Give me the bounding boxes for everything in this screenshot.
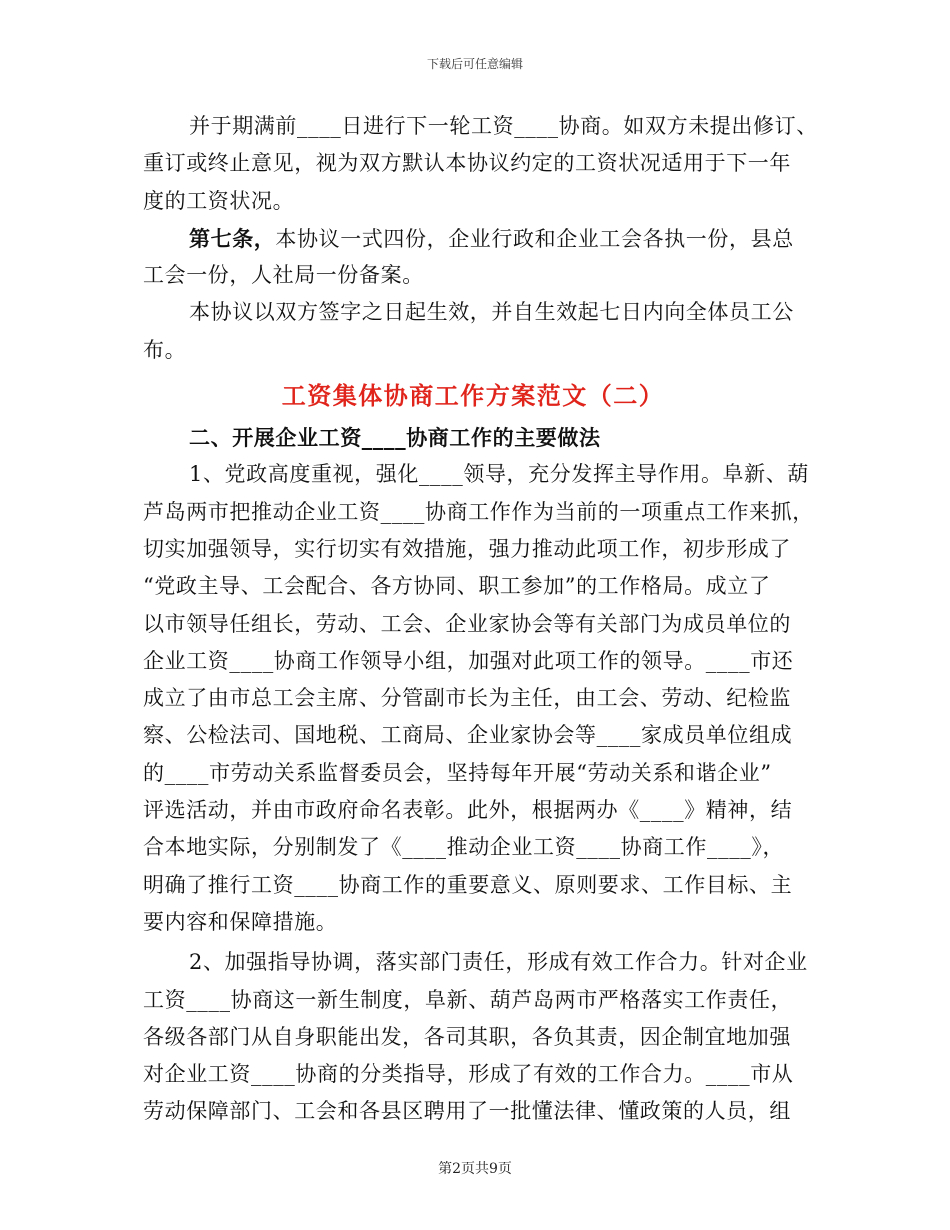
item1-line: 合本地实际，分别制发了《____推动企业工资____协商工作____》， — [143, 835, 785, 860]
item1-line: 评选活动，并由市政府命名表彰。此外，根据两办《____》精神，结 — [143, 798, 793, 823]
item1-line: “党政主导、工会配合、各方协同、职工参加”的工作格局。成立了 — [143, 574, 771, 599]
paragraph-line: 度的工资状况。 — [143, 188, 295, 213]
item2-line: 各级各部门从自身职能出发，各司其职，各负其责，因企制宜地加强 — [143, 1024, 791, 1049]
page-header: 下载后可任意编辑 — [426, 57, 523, 71]
item1-line: 成立了由市总工会主席、分管副市长为主任，由工会、劳动、纪检监 — [143, 686, 791, 711]
document-body — [143, 108, 818, 1131]
item1-line: 以市领导任组长，劳动、工会、企业家协会等有关部门为成员单位的 — [143, 611, 791, 636]
item2-line: 2、加强指导协调，落实部门责任，形成有效工作合力。针对企业 — [189, 950, 808, 975]
item1-line: 要内容和保障措施。 — [143, 909, 338, 934]
item2-line: 工资____协商这一新生制度，阜新、葫芦岛两市严格落实工作责任， — [143, 987, 793, 1012]
section-heading: 二、开展企业工资____协商工作的主要做法 — [189, 425, 601, 451]
paragraph-line: 工会一份，人社局一份备案。 — [143, 263, 424, 288]
paragraph-line: 本协议以双方签字之日起生效，并自生效起七日内向全体员工公 — [189, 300, 794, 325]
paragraph-line: 布。 — [143, 337, 187, 362]
article-7-label: 第七条， — [189, 225, 276, 251]
item1-line: 切实加强领导，实行切实有效措施，强力推动此项工作，初步形成了 — [143, 536, 791, 561]
item1-line: 的____市劳动关系监督委员会，坚持每年开展“劳动关系和谐企业” — [143, 760, 772, 785]
item1-line: 明确了推行工资____协商工作的重要意义、原则要求、工作目标、主 — [143, 872, 793, 897]
paragraph-line: 并于期满前____日进行下一轮工资____协商。如双方未提出修订、 — [189, 114, 818, 138]
item1-line: 1、党政高度重视，强化____领导，充分发挥主导作用。阜新、葫 — [189, 462, 809, 487]
item1-line: 芦岛两市把推动企业工资____协商工作作为当前的一项重点工作来抓， — [143, 499, 814, 524]
item2-line: 劳动保障部门、工会和各县区聘用了一批懂法律、懂政策的人员，组 — [143, 1099, 791, 1124]
item1-line: 企业工资____协商工作领导小组，加强对此项工作的领导。____市还 — [143, 648, 794, 673]
section-title: 工资集体协商工作方案范文（二） — [281, 381, 665, 411]
article-7-line — [143, 220, 803, 257]
page-footer: 第2页共9页 — [438, 1161, 512, 1177]
paragraph-line: 重订或终止意见，视为双方默认本协议约定的工资状况适用于下一年 — [143, 151, 791, 176]
item1-line: 察、公检法司、国地税、工商局、企业家协会等____家成员单位组成 — [143, 723, 793, 748]
item2-line: 对企业工资____协商的分类指导，形成了有效的工作合力。____市从 — [143, 1062, 794, 1087]
article-7-text: 本协议一式四份，企业行政和企业工会各执一份，县总 — [275, 226, 794, 251]
